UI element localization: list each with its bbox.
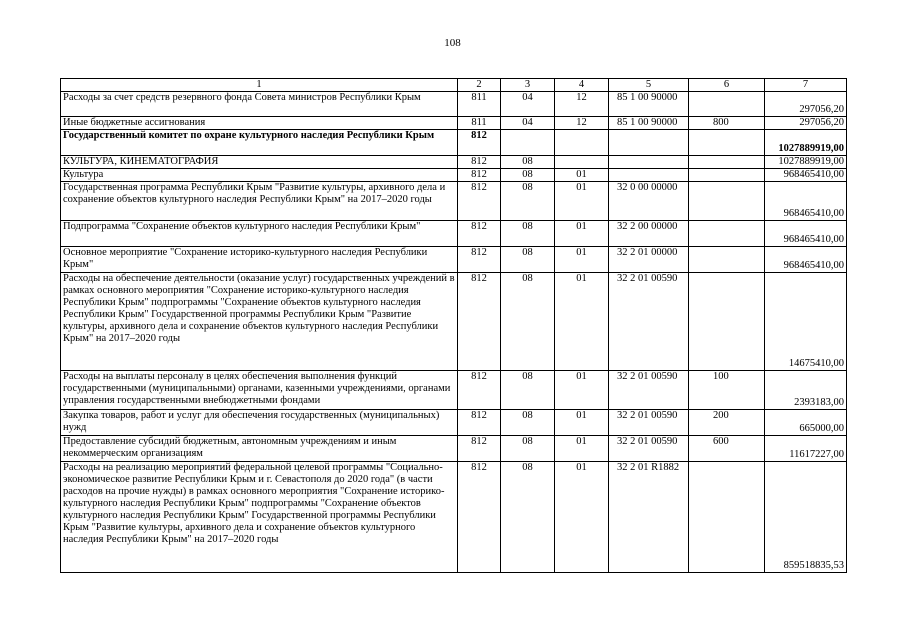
amount-cell: 1027889919,00 xyxy=(765,156,847,169)
expense-type-cell xyxy=(689,273,765,371)
item-name-cell: Расходы на обеспечение деятельности (оказание услуг) государственных учреждений в рамках основного мероприятия "Сохранение историко-культурного наследия Республики Крым" подпрограммы "Сохранение объектов культурного наследия Республики Крым" Государственной программы Республики Крым "Развитие культуры, архивного дела и сохранение объектов культурного наследия Республики Крым" на 2017–2020 годы xyxy=(61,273,458,371)
admin-code-cell: 812 xyxy=(458,247,501,273)
subsection-cell xyxy=(555,130,609,156)
target-article-cell: 32 2 01 00590 xyxy=(609,436,689,462)
item-name-cell: Иные бюджетные ассигнования xyxy=(61,117,458,130)
section-cell: 08 xyxy=(501,273,555,371)
amount-cell: 968465410,00 xyxy=(765,221,847,247)
table-row xyxy=(61,436,847,462)
amount-cell: 859518835,53 xyxy=(765,462,847,573)
item-name-cell: Государственная программа Республики Крым "Развитие культуры, архивного дела и сохранение объектов культурного наследия Республики Крым" на 2017–2020 годы xyxy=(61,182,458,221)
subsection-cell: 01 xyxy=(555,462,609,573)
target-article-cell: 32 2 01 00590 xyxy=(609,410,689,436)
subsection-cell: 01 xyxy=(555,169,609,182)
item-name-cell: Расходы за счет средств резервного фонда Совета министров Республики Крым xyxy=(61,92,458,117)
item-name-cell: Основное мероприятие "Сохранение историко-культурного наследия Республики Крым" xyxy=(61,247,458,273)
amount-cell: 968465410,00 xyxy=(765,182,847,221)
section-cell xyxy=(501,130,555,156)
table-row xyxy=(61,462,847,573)
column-header: 3 xyxy=(501,79,555,92)
admin-code-cell: 812 xyxy=(458,462,501,573)
target-article-cell: 32 0 00 00000 xyxy=(609,182,689,221)
amount-cell: 297056,20 xyxy=(765,92,847,117)
expense-type-cell xyxy=(689,169,765,182)
target-article-cell: 85 1 00 90000 xyxy=(609,117,689,130)
table-row xyxy=(61,182,847,221)
amount-cell: 665000,00 xyxy=(765,410,847,436)
subsection-cell: 01 xyxy=(555,221,609,247)
section-cell: 08 xyxy=(501,156,555,169)
amount-cell: 968465410,00 xyxy=(765,169,847,182)
item-name-cell: Подпрограмма "Сохранение объектов культурного наследия Республики Крым" xyxy=(61,221,458,247)
section-cell: 08 xyxy=(501,462,555,573)
amount-cell: 297056,20 xyxy=(765,117,847,130)
admin-code-cell: 812 xyxy=(458,371,501,410)
admin-code-cell: 812 xyxy=(458,130,501,156)
expense-type-cell xyxy=(689,221,765,247)
admin-code-cell: 812 xyxy=(458,156,501,169)
section-cell: 08 xyxy=(501,221,555,247)
budget-table xyxy=(60,78,847,573)
expense-type-cell xyxy=(689,130,765,156)
admin-code-cell: 812 xyxy=(458,221,501,247)
item-name-cell: КУЛЬТУРА, КИНЕМАТОГРАФИЯ xyxy=(61,156,458,169)
admin-code-cell: 811 xyxy=(458,92,501,117)
target-article-cell xyxy=(609,130,689,156)
admin-code-cell: 811 xyxy=(458,117,501,130)
table-row xyxy=(61,156,847,169)
item-name-cell: Государственный комитет по охране культурного наследия Республики Крым xyxy=(61,130,458,156)
subsection-cell: 01 xyxy=(555,410,609,436)
section-cell: 08 xyxy=(501,169,555,182)
subsection-cell: 12 xyxy=(555,92,609,117)
table-row xyxy=(61,410,847,436)
column-header: 4 xyxy=(555,79,609,92)
table-row xyxy=(61,273,847,371)
column-header: 1 xyxy=(61,79,458,92)
amount-cell: 1027889919,00 xyxy=(765,130,847,156)
subsection-cell xyxy=(555,156,609,169)
item-name-cell: Культура xyxy=(61,169,458,182)
section-cell: 08 xyxy=(501,182,555,221)
target-article-cell xyxy=(609,169,689,182)
admin-code-cell: 812 xyxy=(458,273,501,371)
target-article-cell: 32 2 01 00000 xyxy=(609,247,689,273)
table-row xyxy=(61,130,847,156)
target-article-cell: 32 2 01 00590 xyxy=(609,371,689,410)
table-row xyxy=(61,247,847,273)
expense-type-cell xyxy=(689,156,765,169)
section-cell: 04 xyxy=(501,92,555,117)
column-header: 6 xyxy=(689,79,765,92)
table-row xyxy=(61,221,847,247)
amount-cell: 968465410,00 xyxy=(765,247,847,273)
expense-type-cell: 800 xyxy=(689,117,765,130)
table-row xyxy=(61,169,847,182)
section-cell: 08 xyxy=(501,247,555,273)
target-article-cell: 85 1 00 90000 xyxy=(609,92,689,117)
subsection-cell: 01 xyxy=(555,371,609,410)
page-number: 108 xyxy=(444,37,461,49)
admin-code-cell: 812 xyxy=(458,182,501,221)
expense-type-cell: 600 xyxy=(689,436,765,462)
column-header-row xyxy=(61,79,847,92)
item-name-cell: Расходы на реализацию мероприятий федеральной целевой программы "Социально-экономическое развитие Республики Крым и г. Севастополя до 2020 года" (в части расходов на прочие нужды) в рамках основного мероприятия "Сохранение историко-культурного наследия Республики Крым" подпрограммы "Сохранение объектов культурного наследия Республики Крым" Государственной программы Республики Крым "Развитие культуры, архивного дела и сохранение объектов культурного наследия Республики Крым" на 2017–2020 годы xyxy=(61,462,458,573)
expense-type-cell xyxy=(689,182,765,221)
target-article-cell: 32 2 01 R1882 xyxy=(609,462,689,573)
column-header: 5 xyxy=(609,79,689,92)
section-cell: 04 xyxy=(501,117,555,130)
table-row xyxy=(61,92,847,117)
admin-code-cell: 812 xyxy=(458,410,501,436)
item-name-cell: Предоставление субсидий бюджетным, автономным учреждениям и иным некоммерческим организациям xyxy=(61,436,458,462)
expense-type-cell xyxy=(689,92,765,117)
table-row xyxy=(61,117,847,130)
subsection-cell: 01 xyxy=(555,247,609,273)
item-name-cell: Закупка товаров, работ и услуг для обеспечения государственных (муниципальных) нужд xyxy=(61,410,458,436)
target-article-cell: 32 2 01 00590 xyxy=(609,273,689,371)
table-row xyxy=(61,371,847,410)
admin-code-cell: 812 xyxy=(458,436,501,462)
expense-type-cell xyxy=(689,247,765,273)
admin-code-cell: 812 xyxy=(458,169,501,182)
amount-cell: 14675410,00 xyxy=(765,273,847,371)
section-cell: 08 xyxy=(501,410,555,436)
section-cell: 08 xyxy=(501,371,555,410)
amount-cell: 11617227,00 xyxy=(765,436,847,462)
column-header: 2 xyxy=(458,79,501,92)
section-cell: 08 xyxy=(501,436,555,462)
item-name-cell: Расходы на выплаты персоналу в целях обеспечения выполнения функций государственными (муниципальными) органами, казенными учреждениями, органами управления государственными внебюджетными фондами xyxy=(61,371,458,410)
column-header: 7 xyxy=(765,79,847,92)
target-article-cell xyxy=(609,156,689,169)
subsection-cell: 01 xyxy=(555,182,609,221)
subsection-cell: 12 xyxy=(555,117,609,130)
subsection-cell: 01 xyxy=(555,436,609,462)
expense-type-cell: 200 xyxy=(689,410,765,436)
expense-type-cell: 100 xyxy=(689,371,765,410)
target-article-cell: 32 2 00 00000 xyxy=(609,221,689,247)
amount-cell: 2393183,00 xyxy=(765,371,847,410)
expense-type-cell xyxy=(689,462,765,573)
subsection-cell: 01 xyxy=(555,273,609,371)
